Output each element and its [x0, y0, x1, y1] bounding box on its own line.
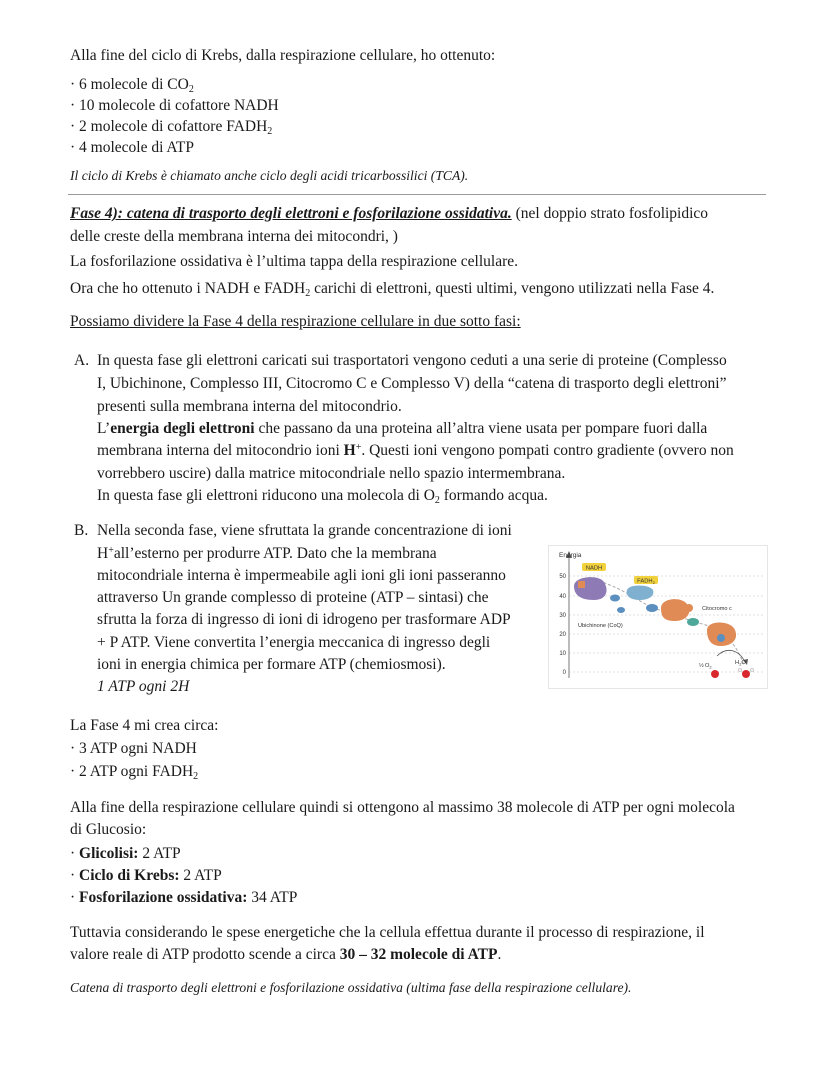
y-axis-label: Energia [559, 552, 582, 559]
bullet: · [70, 867, 80, 884]
tick-label: 50 [559, 574, 566, 580]
intro-heading: Alla fine del ciclo di Krebs, dalla respirazione cellulare, ho ottenuto: [70, 47, 496, 64]
bold-text: Glicolisi: [79, 845, 139, 862]
paragraph-line: presenti sulla membrana interna del mitocondrio. [97, 398, 402, 415]
nadh-label: NADH [585, 565, 603, 572]
electron-transport-figure [548, 545, 768, 689]
o2-sub: 2 [709, 664, 712, 670]
paragraph-line: attraverso Un grande complesso di proteine (ATP – sintasi) che [97, 589, 489, 606]
paragraph-line: ioni in energia chimica per formare ATP (chemiosmosi). [97, 656, 446, 673]
hydrogen-atom-icon [738, 668, 742, 672]
tick-label: 40 [559, 594, 566, 600]
list-item-text: · 10 molecole di cofattore NADH [70, 97, 279, 114]
text: Ora che ho ottenuto i NADH e FADH [70, 280, 306, 297]
subscript: 2 [188, 84, 194, 95]
bullet: · [70, 889, 80, 906]
list-item-text: · 4 molecole di ATP [70, 139, 194, 156]
ubiquinone-shape [646, 604, 658, 612]
complex-iii-shape [661, 599, 689, 621]
text: . [497, 946, 502, 963]
paragraph-line: mitocondriale interna è impermeabile agli ioni gli ioni passeranno [97, 567, 506, 584]
list-item: · 3 ATP ogni NADH [70, 740, 197, 757]
text: che passano da una proteina all’altra viene usata per pompare fuori dalla [254, 420, 708, 437]
paragraph-line: La fosforilazione ossidativa è l’ultima tappa della respirazione cellulare. [70, 253, 519, 270]
paragraph-line: 1 ATP ogni 2H [97, 678, 190, 695]
bold-text: Fosforilazione ossidativa: [79, 889, 248, 906]
paragraph-line [97, 442, 734, 460]
paragraph-line: Nella seconda fase, viene sfruttata la grande concentrazione di ioni [97, 522, 512, 539]
paragraph-line: di Glucosio: [70, 821, 147, 838]
paragraph-line [97, 420, 707, 438]
text: membrana interna del mitocondrio ioni [97, 442, 344, 459]
text: 2 ATP [138, 845, 181, 862]
energy-diagram [549, 546, 767, 688]
complex-i-subunit [578, 581, 585, 588]
list-item [70, 867, 222, 885]
fadh2-text: FADH [637, 578, 653, 585]
paragraph-line [70, 280, 714, 299]
text: L’ [97, 420, 111, 437]
complex-i-shape [574, 577, 607, 600]
paragraph-line: In questa fase gli elettroni caricati sui trasportatori vengono ceduti a una serie di proteine (Complesso [97, 352, 727, 369]
text: carichi di elettroni, questi ultimi, vengono utilizzati nella Fase 4. [310, 280, 715, 297]
water-o-text: O [741, 660, 746, 666]
subscript: 2 [305, 288, 311, 299]
list-item [70, 889, 297, 907]
horizontal-divider [68, 194, 766, 195]
list-item [70, 139, 194, 157]
section-title-line [70, 205, 708, 223]
bold-text: energia degli elettroni [110, 420, 255, 437]
text: 34 ATP [247, 889, 298, 906]
fadh2-sub: 2 [652, 580, 655, 585]
oxygen-label [699, 662, 712, 670]
paragraph-line [97, 487, 548, 506]
h-text: H [735, 660, 740, 666]
text: all’esterno per produrre ATP. Dato che la membrana [113, 545, 437, 562]
intro-note: Il ciclo di Krebs è chiamato anche ciclo degli acidi tricarbossilici (TCA). [70, 168, 469, 183]
h2-sub: 2 [739, 661, 742, 667]
o2-text: O [704, 663, 710, 669]
paragraph-line: La Fase 4 mi crea circa: [70, 717, 219, 734]
subscript: 2 [267, 126, 273, 137]
tick-label: 30 [559, 613, 566, 619]
paragraph-line: sfrutta la forza di ingresso di ioni di idrogeno per trasformare ADP [97, 611, 511, 628]
section-title-rest: (nel doppio strato fosfolipidico [511, 205, 709, 222]
bold-text: 30 – 32 molecole di ATP [339, 946, 498, 963]
list-item-text: · 2 molecole di cofattore FADH [70, 118, 268, 135]
bullet: · [70, 845, 80, 862]
subheading: Possiamo dividere la Fase 4 della respirazione cellulare in due sotto fasi: [70, 313, 521, 330]
list-item [70, 76, 194, 95]
list-item [70, 118, 272, 137]
cytochrome-shape [687, 618, 699, 626]
text: 2 ATP [179, 867, 222, 884]
list-marker-b: B. [74, 522, 89, 539]
carrier-shape [617, 607, 625, 613]
list-item-text: · 6 molecole di CO [70, 76, 189, 93]
caption: Catena di trasporto degli elettroni e fosforilazione ossidativa (ultima fase della respirazione cellulare). [70, 980, 632, 995]
complex-iii-subunit [685, 604, 693, 612]
tick-label: 20 [559, 632, 566, 638]
water-molecule-icon [742, 670, 750, 678]
superscript: + [355, 442, 362, 453]
water-label [735, 660, 746, 667]
text: valore reale di ATP prodotto scende a circa [70, 946, 340, 963]
half-text: ½ [699, 663, 704, 669]
paragraph-line: Tuttavia considerando le spese energetiche che la cellula effettua durante il processo di respirazione, il [70, 924, 705, 941]
list-item [70, 845, 181, 863]
cytochrome-label: Citocromo c [702, 606, 732, 612]
list-marker-a: A. [74, 352, 90, 369]
tick-label: 10 [559, 651, 566, 657]
paragraph-line [97, 545, 437, 563]
paragraph-line [70, 946, 501, 964]
fadh2-label [637, 579, 655, 586]
text: In questa fase gli elettroni riducono una molecola di O [97, 487, 435, 504]
text: · 2 ATP ogni FADH [70, 763, 194, 780]
bold-text: Ciclo di Krebs: [79, 867, 180, 884]
text: . Questi ioni vengono pompati contro gradiente (ovvero non [361, 442, 734, 459]
superscript: + [108, 545, 114, 556]
tick-label: 0 [562, 670, 566, 676]
paragraph-line: delle creste della membrana interna dei mitocondri, ) [70, 228, 398, 245]
ubiquinone-label: Ubichinone (CoQ) [578, 623, 623, 629]
text: formando acqua. [439, 487, 548, 504]
text: H [97, 545, 109, 562]
paragraph-line: I, Ubichinone, Complesso III, Citocromo C e Complesso V) della “catena di trasporto degli elettroni” [97, 375, 727, 392]
paragraph-line: + P ATP. Viene convertita l’energia meccanica di ingresso degli [97, 634, 491, 651]
list-item [70, 763, 198, 782]
hydrogen-atom-icon [750, 668, 754, 672]
list-item [70, 97, 279, 115]
complex-ii-shape [627, 586, 654, 601]
bold-text: H [343, 442, 356, 459]
paragraph-line: vorrebbero uscire) dalla matrice mitocondriale nello spazio intermembrana. [97, 465, 566, 482]
subscript: 2 [193, 771, 199, 782]
subscript: 2 [434, 495, 440, 506]
paragraph-line: Alla fine della respirazione cellulare quindi si ottengono al massimo 38 molecole di ATP per ogni molecola [70, 799, 735, 816]
carrier-shape [610, 595, 620, 602]
oxygen-icon [711, 670, 719, 678]
section-title: Fase 4): catena di trasporto degli elettroni e fosforilazione ossidativa. [70, 205, 512, 222]
complex-iv-subunit [717, 634, 725, 642]
